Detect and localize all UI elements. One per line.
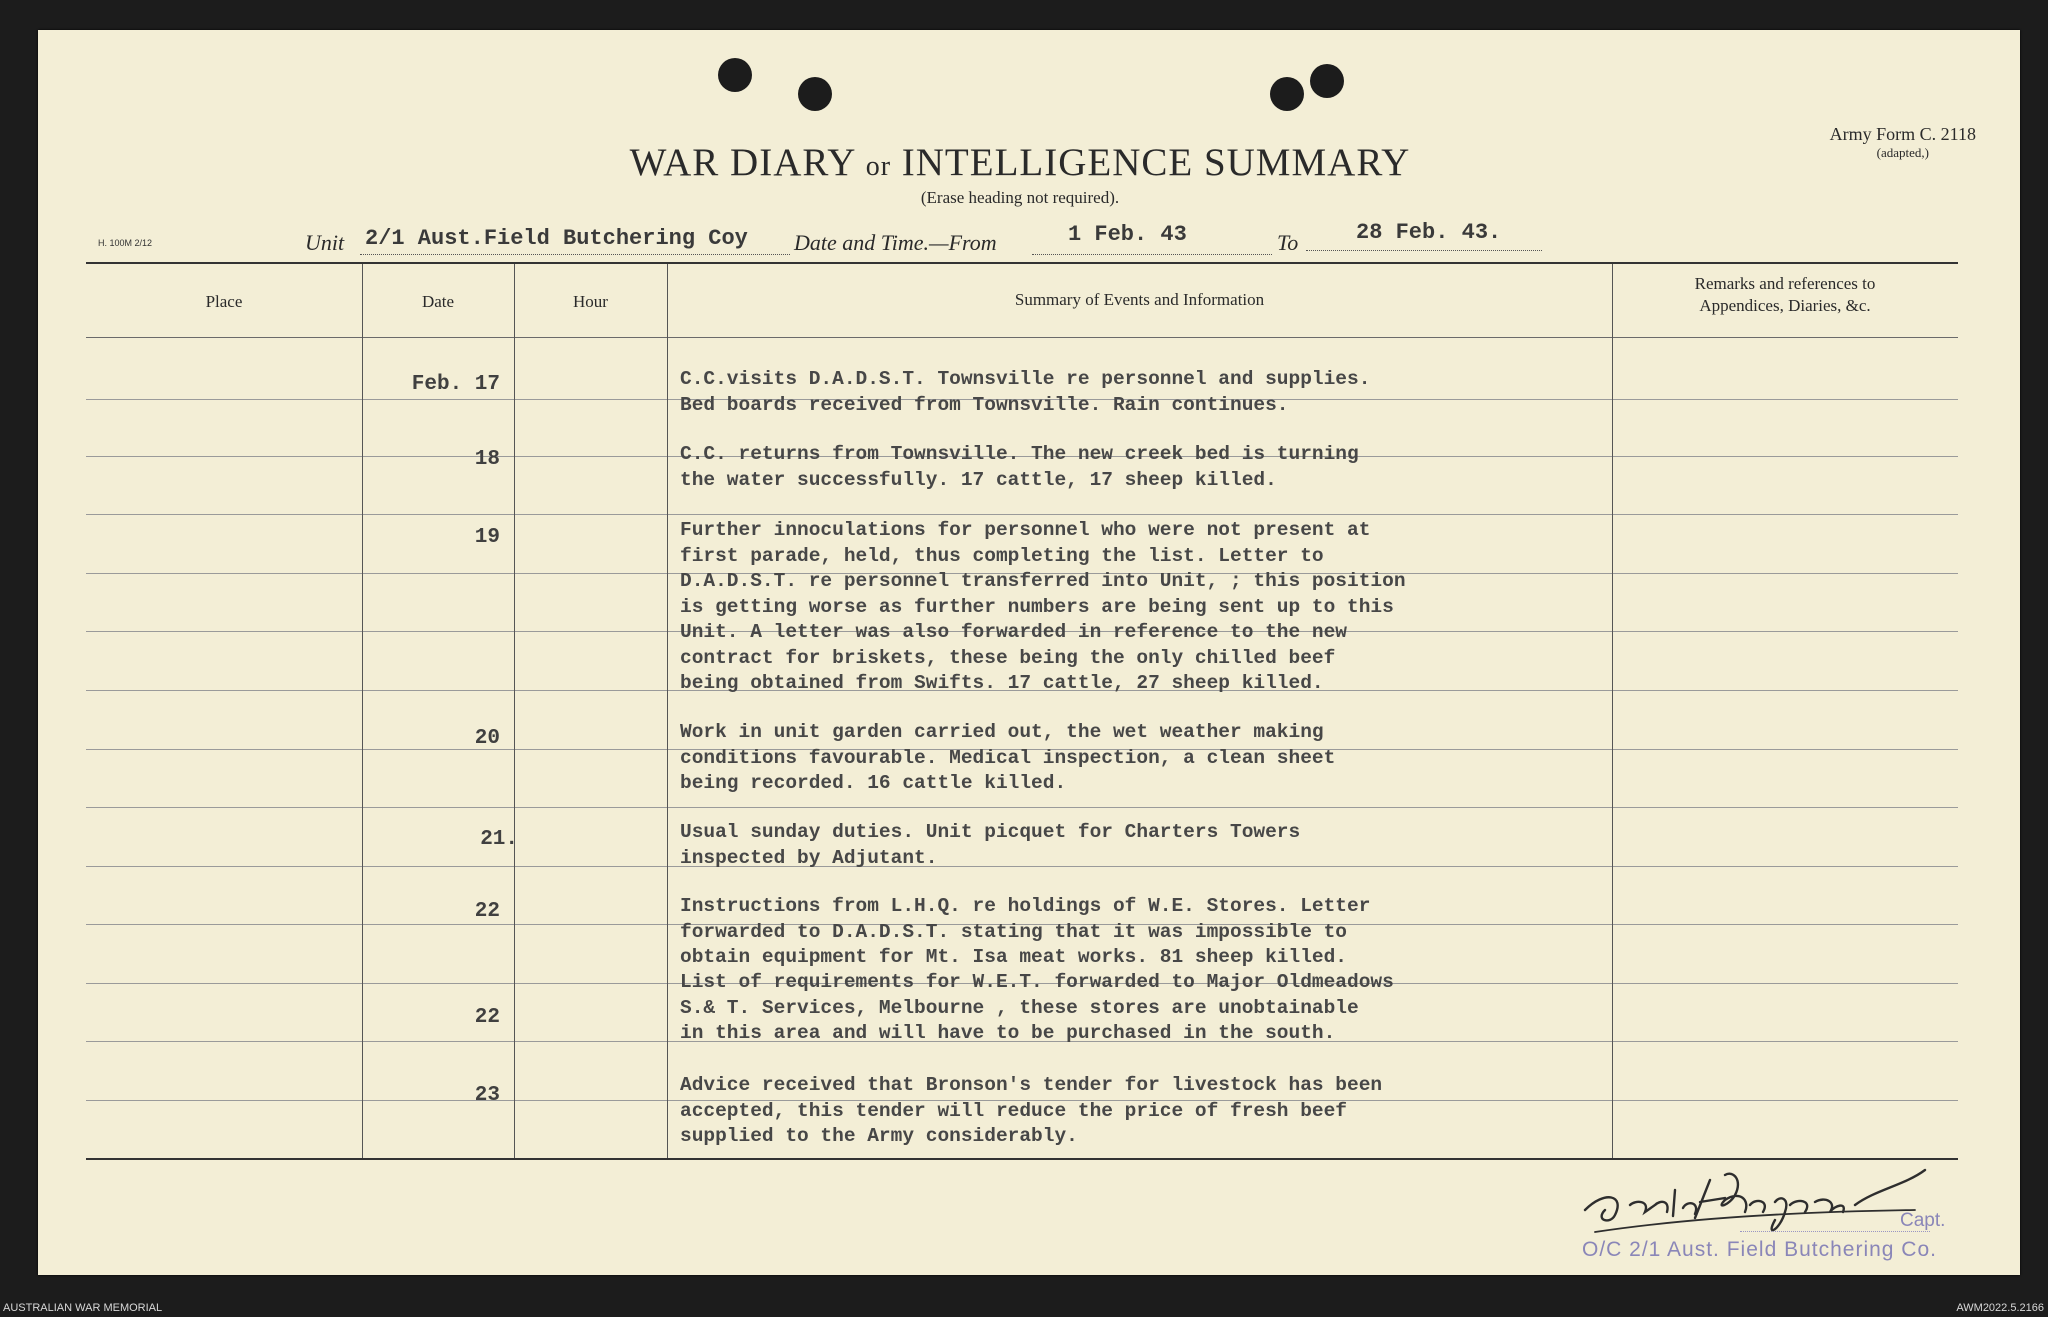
to-label: To bbox=[1277, 230, 1299, 255]
footer-accession: AWM2022.5.2166 bbox=[1956, 1302, 2044, 1314]
unit-value: 2/1 Aust.Field Butchering Coy bbox=[365, 226, 748, 251]
punch-hole bbox=[1310, 64, 1344, 98]
entry-text: Usual sunday duties. Unit picquet for Charters Towers inspected by Adjutant. bbox=[680, 821, 1301, 869]
entry-text: List of requirements for W.E.T. forwarded to Major Oldmeadows S.& T. Services, Melbourne , these stores are unobtainable in this area and will have to be purchased in the south. bbox=[680, 971, 1394, 1044]
entry-text: C.C. returns from Townsville. The new creek bed is turning the water successfully. 17 cattle, 17 sheep killed. bbox=[680, 443, 1359, 491]
handwritten-signature bbox=[1575, 1150, 1935, 1240]
entry-date: 19 bbox=[474, 526, 500, 549]
signature-rank: Capt. bbox=[1900, 1210, 1946, 1231]
entry-date: 23 bbox=[474, 1084, 500, 1107]
col-header-remarks bbox=[1612, 273, 1958, 317]
entry-text: Further innoculations for personnel who were not present at first parade, held, thus completing the list. Letter to D.A.D.S.T. re personnel transferred into Unit, ; this position is getting worse as further numbers are being sent up to this Unit. A letter was also forwarded in reference to the new contract for briskets, these being the only chilled beef being obtained from Swifts. 17 cattle, 27 sheep killed. bbox=[680, 519, 1406, 694]
entry-date: 21. bbox=[480, 828, 518, 851]
title-or: or bbox=[865, 151, 892, 182]
archive-footer bbox=[0, 1300, 2048, 1317]
punch-hole bbox=[718, 58, 752, 92]
print-code: H. 100M 2/12 bbox=[98, 238, 153, 248]
title-intelligence-summary: INTELLIGENCE SUMMARY bbox=[901, 141, 1411, 184]
col-header-hour: Hour bbox=[573, 292, 608, 311]
entry-text: Instructions from L.H.Q. re holdings of W.E. Stores. Letter forwarded to D.A.D.S.T. stating that it was impossible to obtain equipment for Mt. Isa meat works. 81 sheep killed. bbox=[680, 895, 1371, 968]
entry-text: C.C.visits D.A.D.S.T. Townsville re personnel and supplies. Bed boards received from Townsville. Rain continues. bbox=[680, 368, 1371, 416]
entry-date: 20 bbox=[474, 727, 500, 750]
unit-label: Unit bbox=[305, 230, 345, 255]
entry-date: 18 bbox=[474, 448, 500, 471]
to-value: 28 Feb. 43. bbox=[1356, 220, 1502, 245]
army-form-number bbox=[1830, 124, 1976, 161]
entry-date: Feb. 17 bbox=[411, 373, 500, 396]
punch-hole bbox=[1270, 77, 1304, 111]
entry-text: Work in unit garden carried out, the wet weather making conditions favourable. Medical inspection, a clean sheet being recorded. 16 cattle killed. bbox=[680, 721, 1336, 794]
entry-date: 22 bbox=[474, 900, 500, 923]
title-war-diary: WAR DIARY bbox=[629, 141, 855, 184]
remarks-header-line1: Remarks and references to bbox=[1694, 274, 1876, 293]
punch-hole bbox=[798, 77, 832, 111]
entry-date: 22 bbox=[474, 1006, 500, 1029]
datetime-label: Date and Time.—From bbox=[794, 230, 997, 255]
col-header-place: Place bbox=[205, 292, 243, 311]
page-subtitle: (Erase heading not required). bbox=[920, 188, 1120, 207]
from-value: 1 Feb. 43 bbox=[1068, 222, 1187, 247]
army-form-adapted: (adapted,) bbox=[1876, 145, 1929, 160]
page-title bbox=[0, 140, 2040, 185]
footer-source: AUSTRALIAN WAR MEMORIAL bbox=[3, 1302, 163, 1314]
unit-stamp: O/C 2/1 Aust. Field Butchering Co. bbox=[1582, 1238, 1937, 1261]
army-form-label: Army Form C. 2118 bbox=[1829, 124, 1976, 144]
col-header-date: Date bbox=[421, 292, 455, 311]
entry-text: Advice received that Bronson's tender for livestock has been accepted, this tender will reduce the price of fresh beef supplied to the Army considerably. bbox=[680, 1074, 1383, 1147]
col-header-summary: Summary of Events and Information bbox=[1014, 290, 1265, 309]
remarks-header-line2: Appendices, Diaries, &c. bbox=[1699, 296, 1871, 315]
